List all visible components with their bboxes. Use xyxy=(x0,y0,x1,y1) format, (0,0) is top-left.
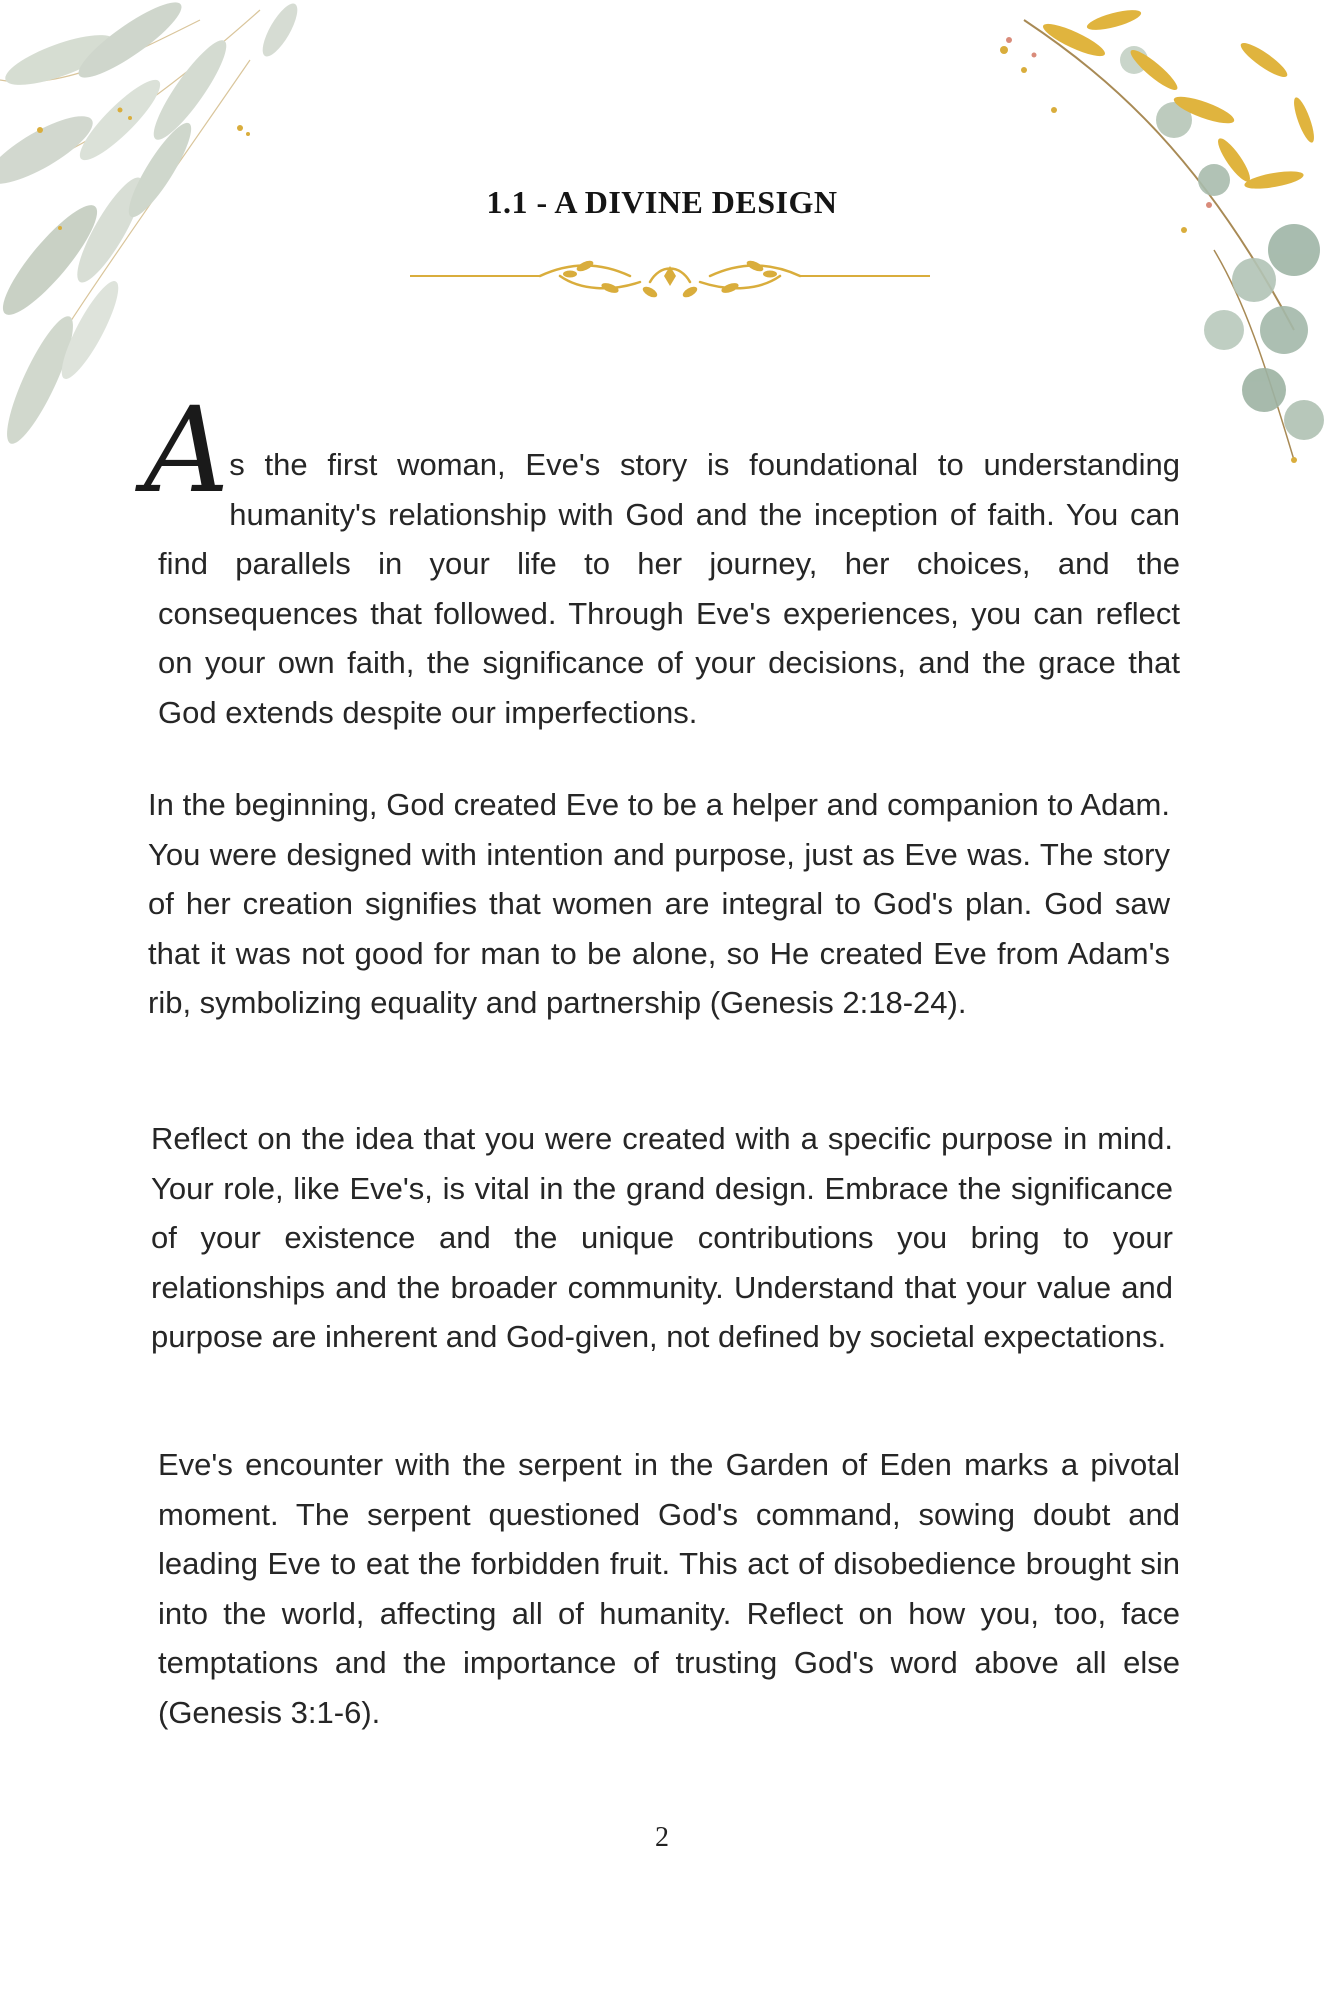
top-right-floral-decoration xyxy=(964,0,1324,480)
paragraph-creation: In the beginning, God created Eve to be a helper and companion to Adam. You were designed with intention and purpose, just as Eve was. The story of her creation signifies that women are integral to God's plan. God saw that it was not good for man to be alone, so He created Eve from Adam's rib, symbolizing equality and partnership (Genesis 2:18-24). xyxy=(148,787,1170,1021)
paragraph-purpose: Reflect on the idea that you were created with a specific purpose in mind. Your role, like Eve's, is vital in the grand design. Embrace the significance of your existence and the unique contributions you bring to your relationships and the broader community. Understand that your value and purpose are inherent and God-given, not defined by societal expectations. xyxy=(151,1121,1173,1355)
gold-flourish-divider xyxy=(410,252,930,308)
page-title: 1.1 - A DIVINE DESIGN xyxy=(486,184,838,220)
drop-cap-letter: A xyxy=(144,381,224,519)
page-number: 2 xyxy=(655,1822,669,1853)
paragraph-intro xyxy=(144,381,1180,738)
paragraph-serpent: Eve's encounter with the serpent in the Garden of Eden marks a pivotal moment. The serpent questioned God's command, sowing doubt and leading Eve to eat the forbidden fruit. This act of disobedience brought sin into the world, affecting all of humanity. Reflect on how you, too, face temptations and the importance of trusting God's word above all else (Genesis 3:1-6). xyxy=(158,1447,1180,1730)
paragraph-intro-text: s the first woman, Eve's story is foundational to understanding humanity's relationship with God and the inception of faith. You can find parallels in your life to her journey, her choices, and the consequences that followed. Through Eve's experiences, you can reflect on your own faith, the significance of your decisions, and the grace that God extends despite our imperfections. xyxy=(158,447,1180,730)
